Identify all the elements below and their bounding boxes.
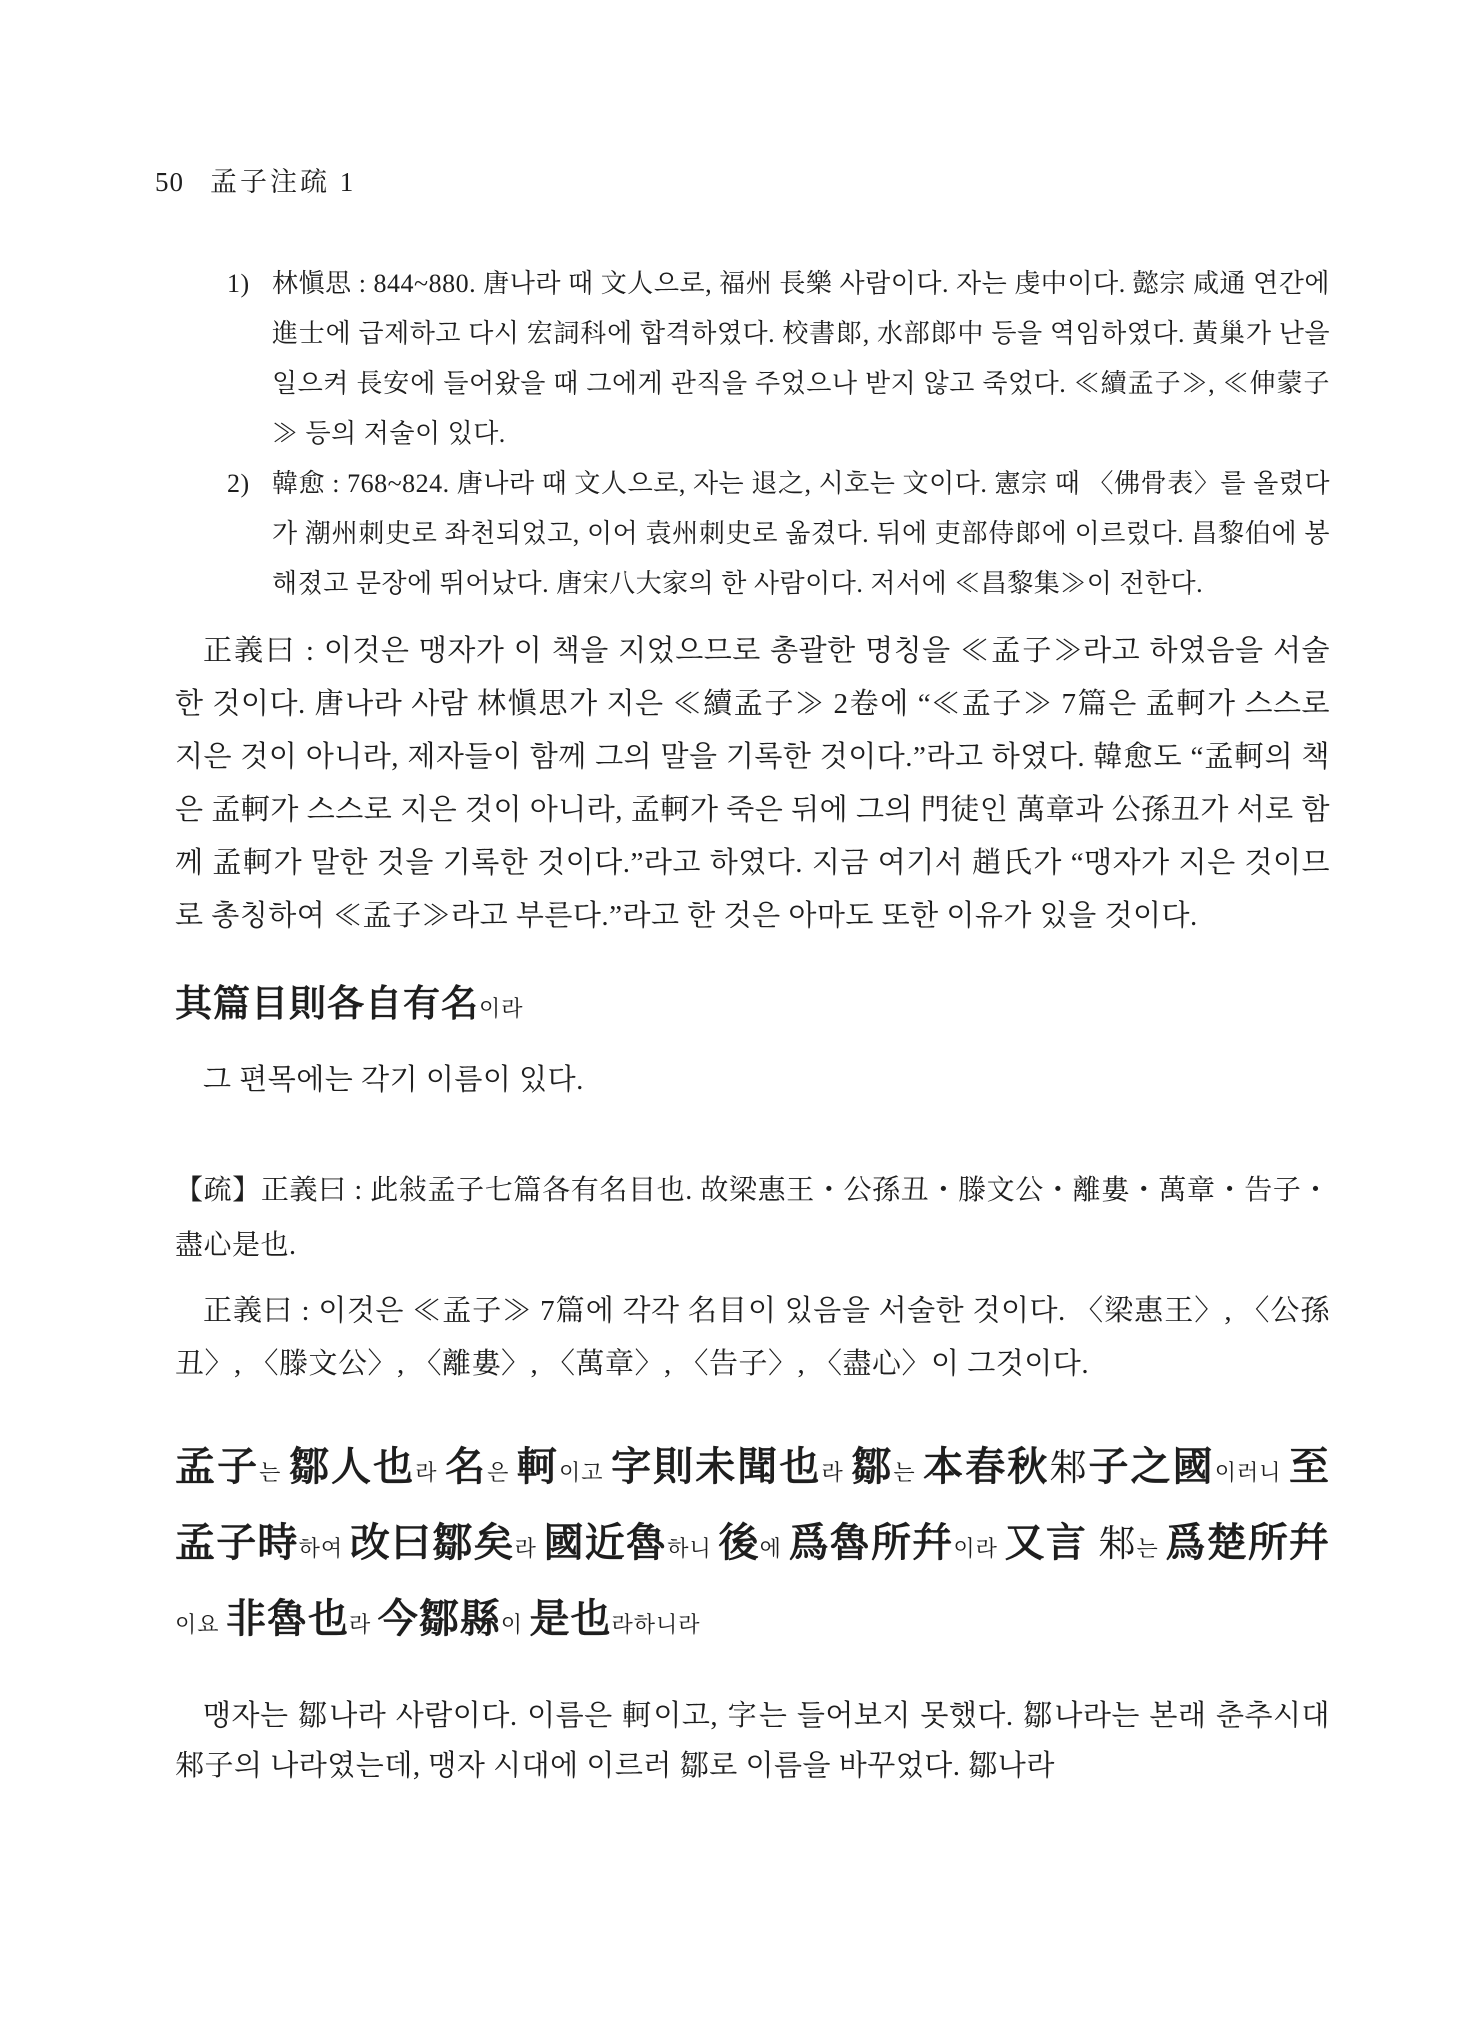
section-heading-gloss: 이라 (479, 996, 524, 1021)
section-heading (175, 981, 1330, 1033)
footnote-2-text: 韓愈 : 768~824. 唐나라 때 文人으로, 자는 退之, 시호는 文이다. 憲宗 때 〈佛骨表〉를 올렸다가 潮州刺史로 좌천되었고, 이어 袁州刺史로 옮겼다. 뒤에 吏部侍郞에 이르렀다. 昌黎伯에 봉해졌고 문장에 뛰어났다. 唐宋八大家의 한 사람이다. 저서에 ≪昌黎集≫이 전한다. (272, 469, 1330, 598)
so-marker: 【疏】 (175, 1175, 261, 1206)
footnote-1 (175, 259, 1330, 459)
commentary-paragraph-1: 正義曰 : 이것은 맹자가 이 책을 지었으므로 총괄한 명칭을 ≪孟子≫라고 하였음을 서술한 것이다. 唐나라 사람 林愼思가 지은 ≪續孟子≫ 2卷에 “≪孟子≫ 7篇은 孟軻가 스스로 지은 것이 아니라, 제자들이 함께 그의 말을 기록한 것이다.”라고 하였다. 韓愈도 “孟軻의 책은 孟軻가 스스로 지은 것이 아니라, 孟軻가 죽은 뒤에 그의 門徒인 萬章과 公孫丑가 서로 함께 孟軻가 말한 것을 기록한 것이다.”라고 하였다. 지금 여기서 趙氏가 “맹자가 지은 것이므로 총칭하여 ≪孟子≫라고 부른다.”라고 한 것은 아마도 또한 이유가 있을 것이다. (175, 635, 1330, 932)
commentary-paragraph-2: 正義曰 : 이것은 ≪孟子≫ 7篇에 각각 名目이 있음을 서술한 것이다. 〈梁惠王〉, 〈公孫丑〉, 〈滕文公〉, 〈離婁〉, 〈萬章〉, 〈告子〉, 〈盡心〉이 그것이다. (175, 1295, 1330, 1380)
footnotes-block (175, 259, 1330, 609)
page-number: 50 (155, 167, 184, 197)
so-annotation-paragraph (175, 1163, 1330, 1273)
footnote-2-number: 2) (227, 469, 250, 498)
book-title: 孟子注疏 1 (210, 167, 357, 197)
running-header (155, 163, 1480, 201)
footnote-1-number: 1) (227, 269, 250, 298)
translation-paragraph: 맹자는 鄒나라 사람이다. 이름은 軻이고, 字는 들어보지 못했다. 鄒나라는 본래 춘추시대 邾子의 나라였는데, 맹자 시대에 이르러 鄒로 이름을 바꾸었다. 鄒나라 (175, 1700, 1330, 1782)
page-content (175, 259, 1330, 1791)
heading-translation: 그 편목에는 각기 이름이 있다. (203, 1064, 584, 1096)
section-heading-hanmun: 其篇目則各自有名 (175, 984, 479, 1025)
footnote-1-text: 林愼思 : 844~880. 唐나라 때 文人으로, 福州 長樂 사람이다. 자는 虔中이다. 懿宗 咸通 연간에 進士에 급제하고 다시 宏詞科에 합격하였다. 校書郞, 水部郞中 등을 역임하였다. 黃巢가 난을 일으켜 長安에 들어왔을 때 그에게 관직을 주었으나 받지 않고 죽었다. ≪續孟子≫, ≪伸蒙子≫ 등의 저술이 있다. (272, 269, 1330, 448)
footnote-2 (175, 459, 1330, 609)
classic-text-with-glosses: 孟子는 鄒人也라 名은 軻이고 字則未聞也라 鄒는 本春秋邾子之國이러니 至孟子時하여 改曰鄒矣라 國近魯하니 後에 爲魯所幷이라 又言 邾는 爲楚所幷이요 非魯也라 今鄒縣이 是也라하니라 (175, 1444, 1331, 1641)
so-text: 正義曰 : 此敍孟子七篇各有名目也. 故梁惠王・公孫丑・滕文公・離婁・萬章・告子・盡心是也. (175, 1175, 1330, 1261)
